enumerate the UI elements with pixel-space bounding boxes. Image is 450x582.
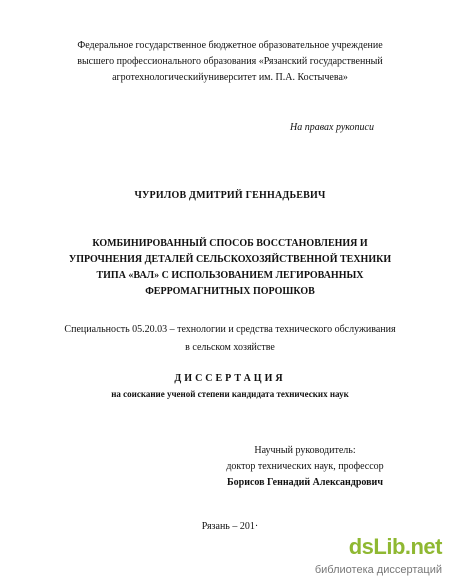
watermark-logo: dsLib.net: [348, 534, 442, 559]
title-line-4: ФЕРРОМАГНИТНЫХ ПОРОШКОВ: [145, 286, 315, 297]
dissertation-title: [40, 236, 420, 300]
rights-note: На правах рукописи: [290, 122, 374, 133]
specialty: [40, 321, 420, 357]
institution-line-1: Федеральное государственное бюджетное образовательное учреждение: [77, 40, 383, 51]
degree-text: на соискание ученой степени кандидата технических наук: [111, 389, 349, 399]
title-line-3: ТИПА «ВАЛ» С ИСПОЛЬЗОВАНИЕМ ЛЕГИРОВАННЫХ: [96, 270, 364, 281]
specialty-line-1: Специальность 05.20.03 – технологии и средства технического обслуживания: [64, 324, 396, 335]
institution-line-3: агротехнологическийуниверситет им. П.А. Костычева»: [112, 72, 348, 83]
author-name: ЧУРИЛОВ ДМИТРИЙ ГЕННАДЬЕВИЧ: [134, 190, 326, 201]
footer-city-year: Рязань – 201·: [201, 521, 259, 532]
watermark: [292, 534, 442, 576]
supervisor-block: [190, 443, 420, 491]
dissertation-label: ДИССЕРТАЦИЯ: [174, 373, 286, 384]
title-line-2: УПРОЧНЕНИЯ ДЕТАЛЕЙ СЕЛЬСКОХОЗЯЙСТВЕННОЙ ТЕХНИКИ: [68, 254, 392, 265]
institution-header: [40, 38, 420, 86]
specialty-line-2: в сельском хозяйстве: [185, 342, 275, 353]
supervisor-title: доктор технических наук, профессор: [226, 461, 384, 472]
institution-line-2: высшего профессионального образования «Рязанский государственный: [77, 56, 383, 67]
watermark-subtitle: библиотека диссертаций: [314, 564, 442, 576]
supervisor-name: Борисов Геннадий Александрович: [227, 477, 383, 488]
title-line-1: КОМБИНИРОВАННЫЙ СПОСОБ ВОССТАНОВЛЕНИЯ И: [92, 238, 368, 249]
supervisor-label: Научный руководитель:: [254, 445, 356, 456]
